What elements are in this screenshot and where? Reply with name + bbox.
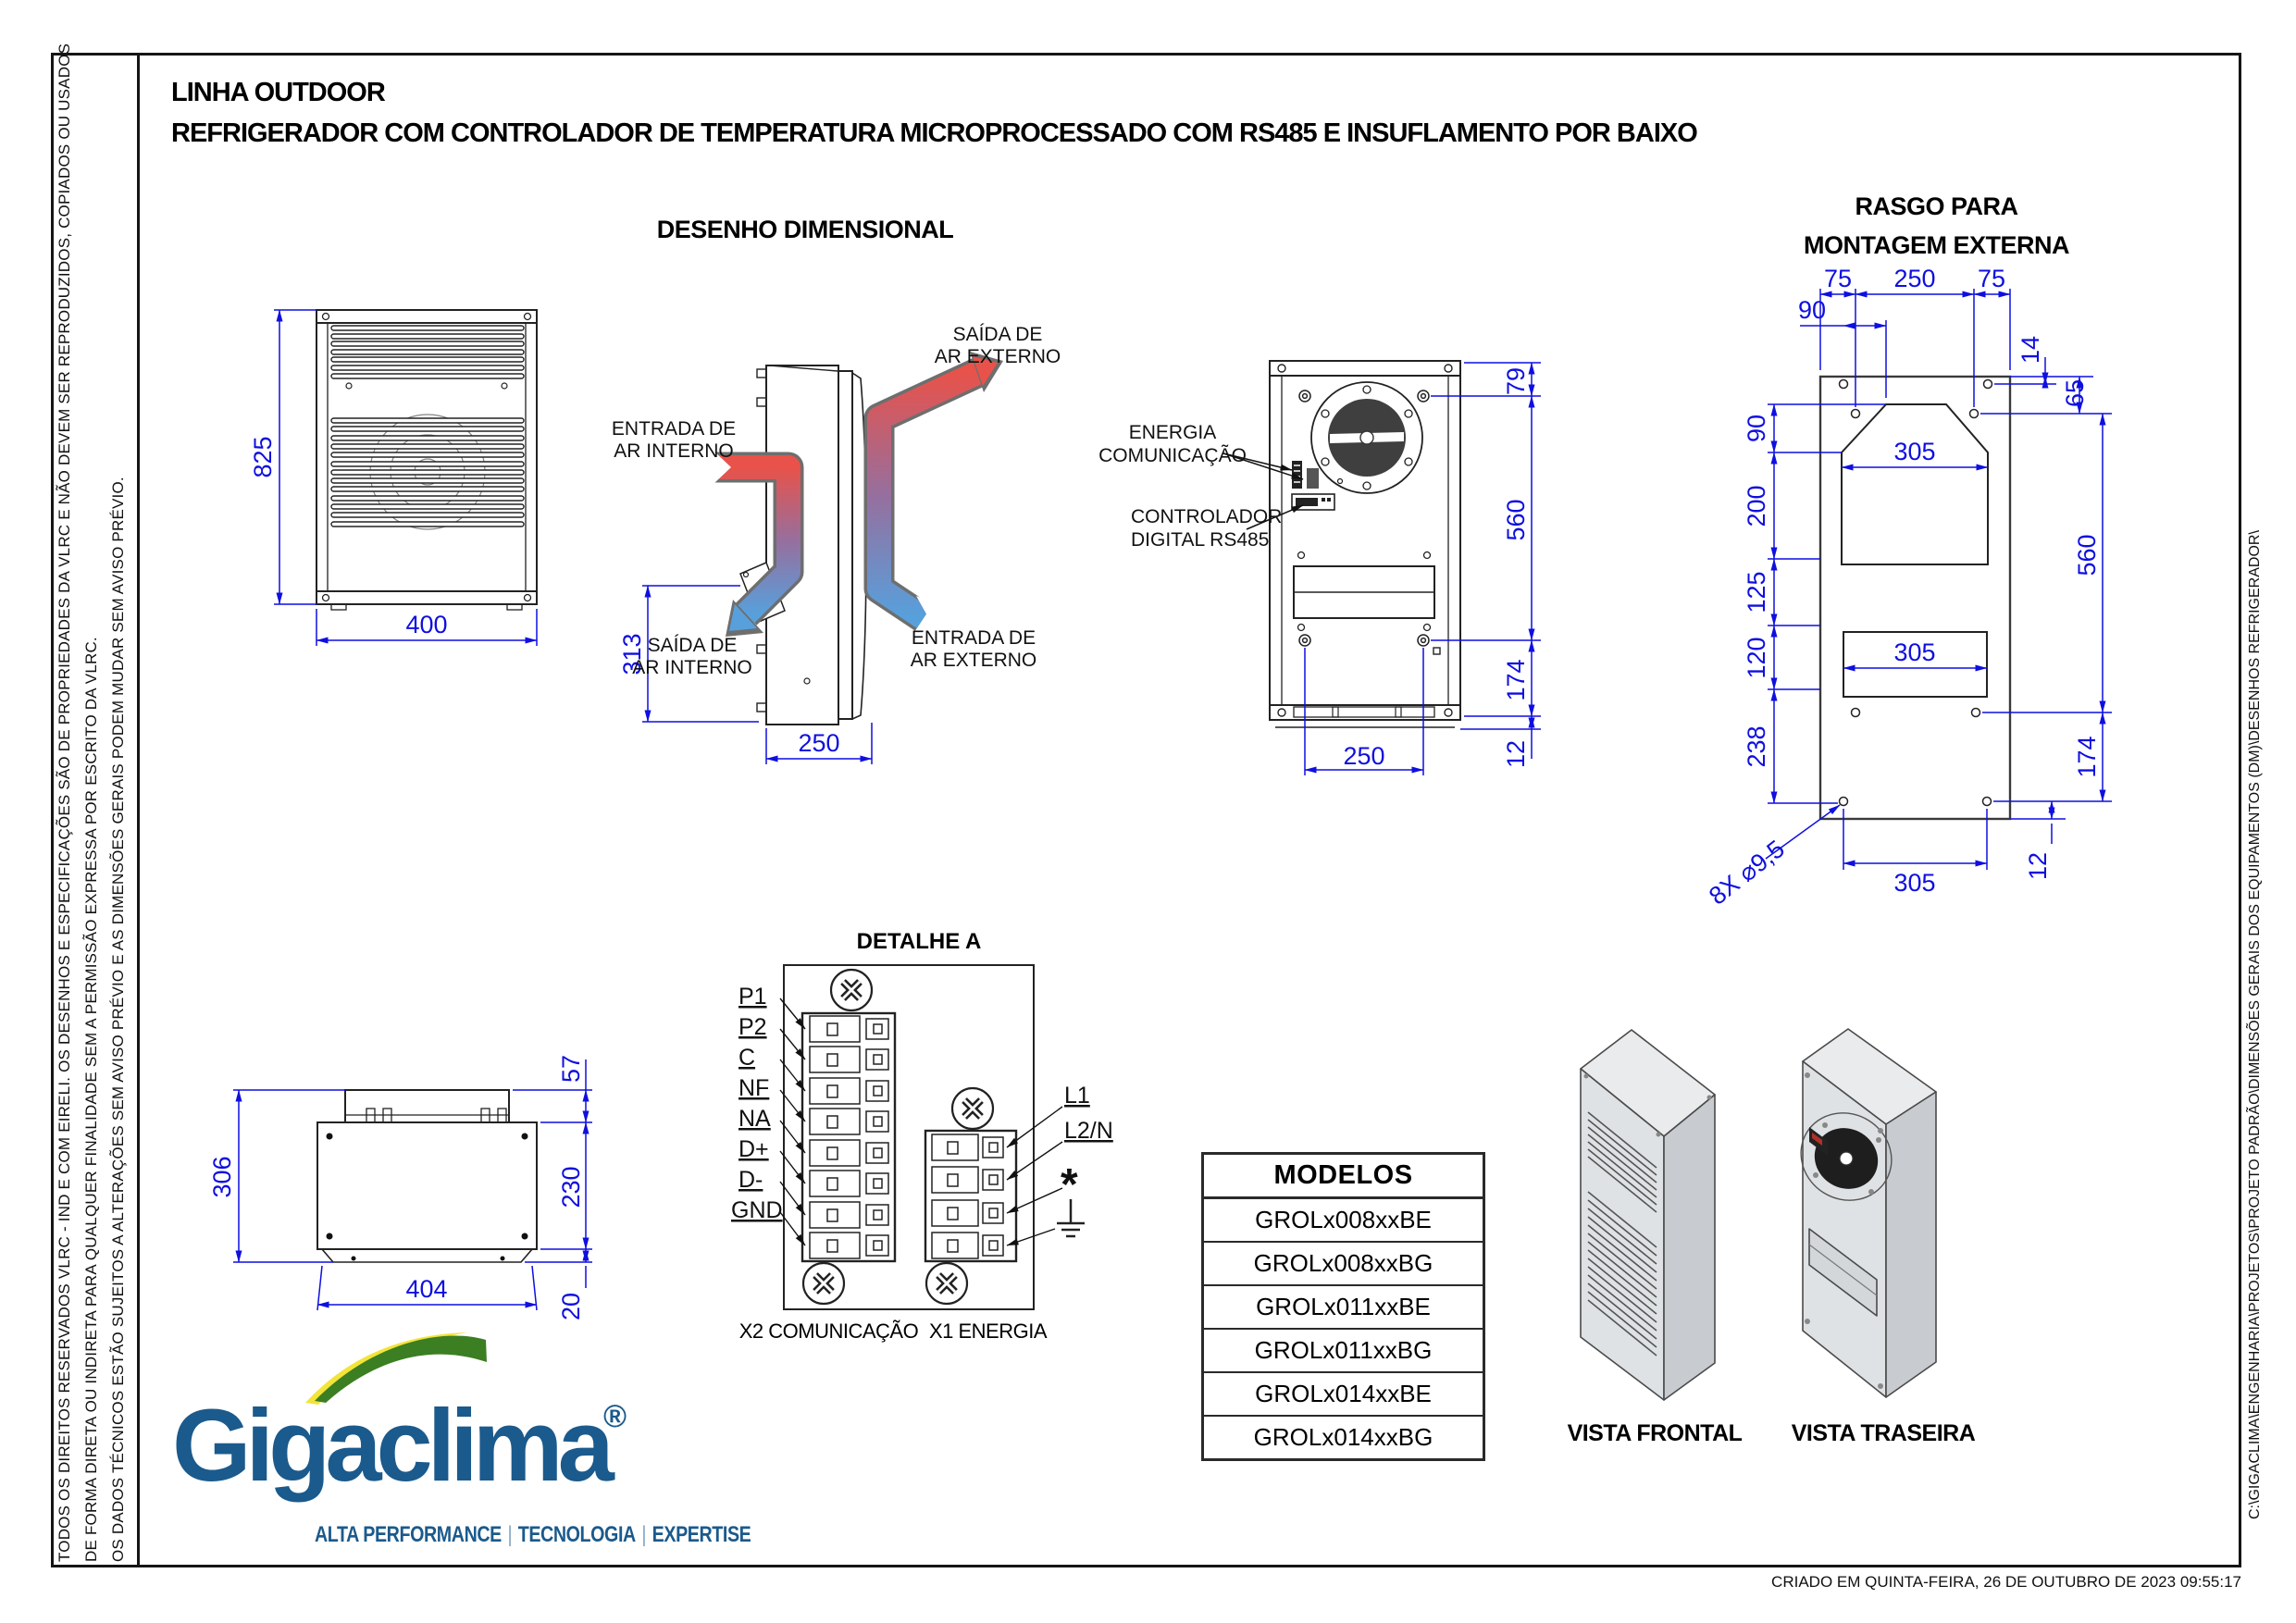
terminal-label-l2n: L2/N — [1064, 1118, 1113, 1144]
dim-rasgo-200: 200 — [1743, 485, 1770, 527]
dim-rasgo-75-left: 75 — [1823, 265, 1853, 292]
label-entrada-externo-2: AR EXTERNO — [910, 650, 1037, 671]
section-title-dimensional: DESENHO DIMENSIONAL — [656, 216, 954, 243]
disclaimer-line-1: TODOS OS DIREITOS RESERVADOS VLRC - IND E COM EIRELI. OS DESENHOS E ESPECIFICAÇÕES SÃO DE PROPRIEDADES DA VLRC E NÃO DEVEM SER REPRODUZIDOS, COPIADOS OU USADOS — [56, 43, 73, 1562]
label-entrada-interno-1: ENTRADA DE — [611, 418, 737, 440]
dim-top-404: 404 — [405, 1275, 448, 1303]
dim-rasgo-75-right: 75 — [1977, 265, 2006, 292]
tagline-exp: EXPERTISE — [652, 1522, 751, 1547]
tagline-sep: | — [507, 1522, 513, 1547]
detail-a — [784, 965, 1085, 1309]
created-timestamp: CRIADO EM QUINTA-FEIRA, 26 DE OUTUBRO DE 2023 09:55:17 — [1771, 1573, 2241, 1591]
label-saida-interno-1: SAÍDA DE — [647, 635, 738, 656]
dim-rasgo-560: 560 — [2073, 534, 2101, 576]
section-title-rasgo-2: MONTAGEM EXTERNA — [1804, 231, 2069, 259]
hole-callout-8x: 8X ⌀9,5 — [1704, 835, 1790, 911]
label-saida-externo-1: SAÍDA DE — [952, 324, 1043, 345]
dim-rasgo-250: 250 — [1893, 265, 1936, 292]
dim-rasgo-305-bottom: 305 — [1893, 869, 1936, 897]
terminal-label-l1: L1 — [1064, 1083, 1090, 1109]
label-entrada-externo-1: ENTRADA DE — [911, 627, 1036, 649]
logo-swoosh — [305, 1332, 487, 1405]
terminal-label-c: C — [738, 1045, 756, 1071]
dim-rear-250: 250 — [1343, 742, 1385, 770]
dim-front-width: 400 — [405, 611, 448, 638]
front-louvers-top — [331, 326, 524, 378]
table-row: GROLx014xxBE — [1204, 1373, 1483, 1417]
dim-side-313: 313 — [618, 633, 646, 675]
terminal-label-star: * — [1061, 1160, 1078, 1209]
caption-x2: X2 COMUNICAÇÃO — [738, 1319, 919, 1343]
label-energia-2: COMUNICAÇÃO — [1098, 445, 1247, 466]
page-title-line1: LINHA OUTDOOR — [171, 78, 385, 107]
terminal-label-dminus: D- — [738, 1167, 763, 1193]
table-row: GROLx008xxBG — [1204, 1243, 1483, 1286]
top-view — [317, 1090, 537, 1262]
gigaclima-logo-text: Gigaclima — [172, 1389, 609, 1503]
terminal-label-p2: P2 — [738, 1014, 767, 1040]
tagline-sep: | — [641, 1522, 647, 1547]
file-path-note: C:\GIGACLIMA\ENGENHARIA\PROJETOS\PROJETO PADRÃO\DIMENSÕES GERAIS DOS EQUIPAMENTOS (DM)\DESENHOS REFRIGERADOR\ — [2247, 530, 2263, 1519]
label-saida-interno-2: AR INTERNO — [632, 657, 752, 678]
models-header: MODELOS — [1204, 1155, 1483, 1199]
dim-rasgo-90-left: 90 — [1743, 414, 1770, 443]
terminal-label-gnd: GND — [731, 1197, 783, 1223]
label-controlador-2: DIGITAL RS485 — [1131, 529, 1270, 551]
page-title-line2: REFRIGERADOR COM CONTROLADOR DE TEMPERATURA MICROPROCESSADO COM RS485 E INSUFLAMENTO POR BAIXO — [171, 118, 1697, 148]
dim-top-306: 306 — [208, 1156, 236, 1198]
registered-mark: ® — [603, 1399, 627, 1434]
disclaimer-line-3: OS DADOS TÉCNICOS ESTÃO SUJEITOS A ALTERAÇÕES SEM AVISO PRÉVIO E AS DIMENSÕES GERAIS PODEM MUDAR SEM AVISO PRÉVIO. — [109, 477, 127, 1562]
dim-side-250: 250 — [798, 729, 840, 757]
detail-leaders — [780, 998, 1062, 1245]
dim-rasgo-14: 14 — [2017, 335, 2044, 365]
terminal-label-nf: NF — [738, 1075, 770, 1101]
label-controlador-1: CONTROLADOR — [1131, 506, 1283, 527]
top-view-dims — [233, 1059, 592, 1310]
rear-view — [1270, 361, 1460, 727]
dim-rasgo-65: 65 — [2061, 378, 2089, 408]
dim-rear-12: 12 — [1502, 739, 1530, 769]
table-row: GROLx014xxBG — [1253, 1423, 1433, 1451]
label-saida-externo-2: AR EXTERNO — [934, 346, 1061, 367]
dim-rasgo-305-top: 305 — [1893, 438, 1936, 465]
caption-x1: X1 ENERGIA — [928, 1319, 1048, 1343]
table-row: GROLx011xxBG — [1204, 1330, 1483, 1373]
airflow-arrows — [714, 352, 1003, 637]
dim-rear-560: 560 — [1502, 499, 1530, 541]
terminal-label-dplus: D+ — [738, 1136, 769, 1162]
dim-rear-79: 79 — [1502, 366, 1530, 396]
dim-rasgo-305-mid: 305 — [1893, 638, 1936, 666]
label-vista-frontal: VISTA FRONTAL — [1567, 1420, 1743, 1446]
label-vista-traseira: VISTA TRASEIRA — [1791, 1420, 1976, 1446]
dim-rasgo-12: 12 — [2024, 851, 2052, 881]
terminal-label-p1: P1 — [738, 984, 767, 1010]
dim-top-57: 57 — [557, 1054, 585, 1084]
iso-rear-unit — [1784, 1029, 1936, 1397]
disclaimer-line-2: DE FORMA DIRETA OU INDIRETA PARA QUALQUER FINALIDADE SEM A PERMISSÃO EXPRESSA POR ESCRITO DA VLRC. — [82, 637, 100, 1562]
dim-top-230: 230 — [557, 1166, 585, 1208]
table-row: GROLx008xxBE — [1204, 1199, 1483, 1243]
dim-rasgo-238: 238 — [1743, 725, 1770, 768]
section-title-rasgo-1: RASGO PARA — [1855, 192, 2018, 220]
dim-front-height: 825 — [249, 436, 277, 478]
dim-rasgo-174: 174 — [2073, 736, 2101, 778]
power-comm-connectors — [1292, 461, 1319, 489]
dim-rasgo-120: 120 — [1743, 637, 1770, 679]
table-row: GROLx011xxBE — [1204, 1286, 1483, 1330]
tagline-alta: ALTA PERFORMANCE — [315, 1522, 502, 1547]
iso-front-unit — [1581, 1030, 1715, 1400]
terminal-label-na: NA — [738, 1106, 771, 1132]
detail-a-title: DETALHE A — [856, 929, 982, 954]
label-entrada-interno-2: AR INTERNO — [614, 440, 734, 462]
dim-rasgo-125: 125 — [1743, 571, 1770, 613]
dim-rear-174: 174 — [1502, 659, 1530, 701]
dim-rasgo-90-top: 90 — [1797, 296, 1827, 324]
tagline-tec: TECNOLOGIA — [517, 1522, 636, 1547]
screw-icon — [803, 970, 993, 1304]
label-energia-1: ENERGIA — [1128, 422, 1217, 443]
front-view — [316, 310, 537, 610]
dim-top-20: 20 — [557, 1292, 585, 1321]
